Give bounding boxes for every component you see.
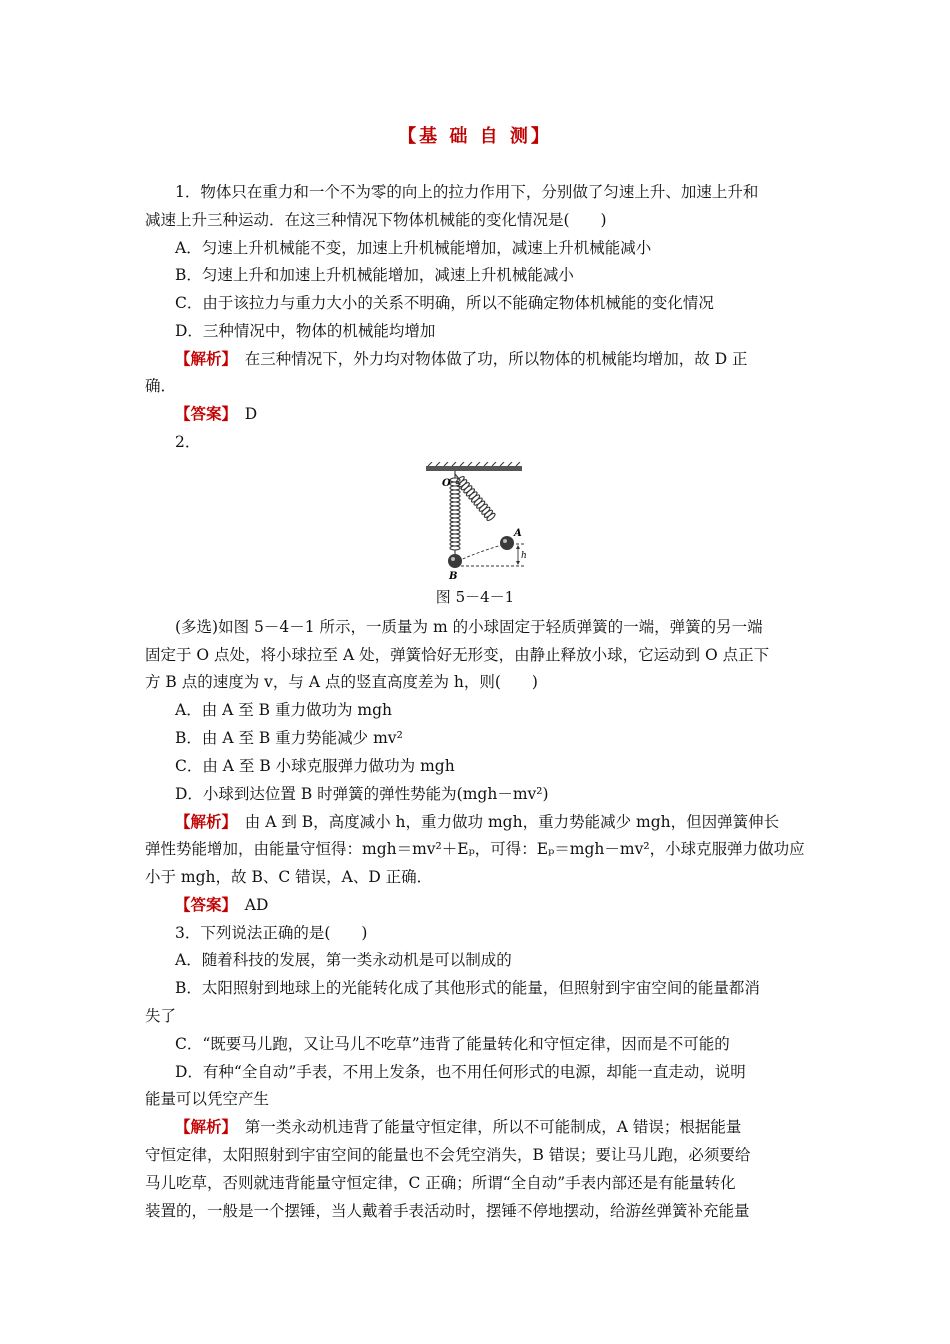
ball-a [500,536,514,550]
q3-analysis-line-3: 马儿吃草，否则就违背能量守恒定律，C 正确；所谓“全自动”手表内部还是有能量转化 [145,1174,736,1192]
analysis-tag: 【解析】 [175,349,230,368]
q2-stem-line-2: 固定于 O 点处，将小球拉至 A 处，弹簧恰好无形变，由静止释放小球，它运动到 O 点正下 [145,646,770,664]
q2-analysis-line-2: 弹性势能增加，由能量守恒得：mgh＝mv²＋Eₚ，可得：Eₚ＝mgh－mv²，小球克服弹力做功应 [145,840,805,858]
q2-option-c: C．由 A 至 B 小球克服弹力做功为 mgh [175,757,455,775]
q1-answer [175,404,840,424]
q2-analysis-text: 由 A 到 B，高度减小 h，重力做功 mgh，重力势能减少 mgh，但因弹簧伸长 [229,813,780,831]
q2-stem-line-1: (多选)如图 5－4－1 所示，一质量为 m 的小球固定于轻质弹簧的一端，弹簧的另一端 [175,618,763,636]
label-o: O [442,478,451,489]
q1-option-a: A．匀速上升机械能不变，加速上升机械能增加，减速上升机械能减小 [175,239,652,257]
label-b: B [449,571,458,582]
answer-tag: 【答案】 [175,895,230,914]
spring-pendulum-figure [418,462,530,584]
section-title: 【基 础 自 测】 [398,126,552,147]
q1-answer-value: D [229,405,258,423]
q3-option-b-line-1: B．太阳照射到地球上的光能转化成了其他形式的能量，但照射到宇宙空间的能量都消 [175,979,760,997]
analysis-tag: 【解析】 [175,1117,230,1136]
q2-answer-value: AD [229,896,269,914]
ball-b [448,554,462,568]
q3-stem: 3．下列说法正确的是( ) [175,924,368,942]
q3-analysis-line-2: 守恒定律，太阳照射到宇宙空间的能量也不会凭空消失，B 错误；要让马儿跑，必须要给 [145,1146,751,1164]
q2-number: 2． [175,433,201,451]
q1-analysis-text: 在三种情况下，外力均对物体做了功，所以物体的机械能均增加，故 D 正 [229,350,748,368]
label-a: A [514,528,522,539]
label-h: h [521,551,527,561]
q2-stem-line-3: 方 B 点的速度为 v，与 A 点的竖直高度差为 h，则( ) [145,673,538,691]
ball-b-highlight [451,557,455,561]
q3-option-c: C．“既要马儿跑，又让马儿不吃草”违背了能量转化和守恒定律，因而是不可能的 [175,1035,730,1053]
trajectory-path [458,544,506,561]
q2-option-b: B．由 A 至 B 重力势能减少 mv² [175,729,403,747]
q1-stem-line-2: 减速上升三种运动．在这三种情况下物体机械能的变化情况是( ) [145,211,607,229]
q3-analysis-line-1 [175,1117,840,1137]
q3-option-d-line-2: 能量可以凭空产生 [145,1090,270,1108]
q1-stem-line-1: 1．物体只在重力和一个不为零的向上的拉力作用下，分别做了匀速上升、加速上升和 [175,183,759,201]
q3-option-b-line-2: 失了 [145,1007,177,1025]
q1-option-d: D．三种情况中，物体的机械能均增加 [175,322,436,340]
q2-option-d: D．小球到达位置 B 时弹簧的弹性势能为(mgh－mv²) [175,785,549,803]
analysis-tag: 【解析】 [175,812,230,831]
q1-analysis-line-1 [175,349,840,369]
q1-analysis-line-2: 确． [145,377,177,395]
q2-analysis-line-1 [175,812,840,832]
figure-caption: 图 5－4－1 [435,588,515,606]
q1-option-c: C．由于该拉力与重力大小的关系不明确，所以不能确定物体机械能的变化情况 [175,294,714,312]
q3-analysis-line-4: 装置的，一般是一个摆锤，当人戴着手表活动时，摆锤不停地摆动，给游丝弹簧补充能量 [145,1202,750,1220]
answer-tag: 【答案】 [175,404,230,423]
q2-answer [175,895,840,915]
q2-analysis-line-3: 小于 mgh，故 B、C 错误，A、D 正确． [145,868,433,886]
ceiling-hatch [428,462,520,466]
q2-option-a: A．由 A 至 B 重力做功为 mgh [175,701,393,719]
q3-option-d-line-1: D．有种“全自动”手表，不用上发条，也不用任何形式的电源，却能一直走动，说明 [175,1063,746,1081]
ceiling-support [426,466,522,471]
q3-option-a: A．随着科技的发展，第一类永动机是可以制成的 [175,951,512,969]
q3-analysis-text: 第一类永动机违背了能量守恒定律，所以不可能制成，A 错误；根据能量 [229,1118,742,1136]
q1-option-b: B．匀速上升和加速上升机械能增加，减速上升机械能减小 [175,266,574,284]
ball-a-highlight [503,539,507,543]
